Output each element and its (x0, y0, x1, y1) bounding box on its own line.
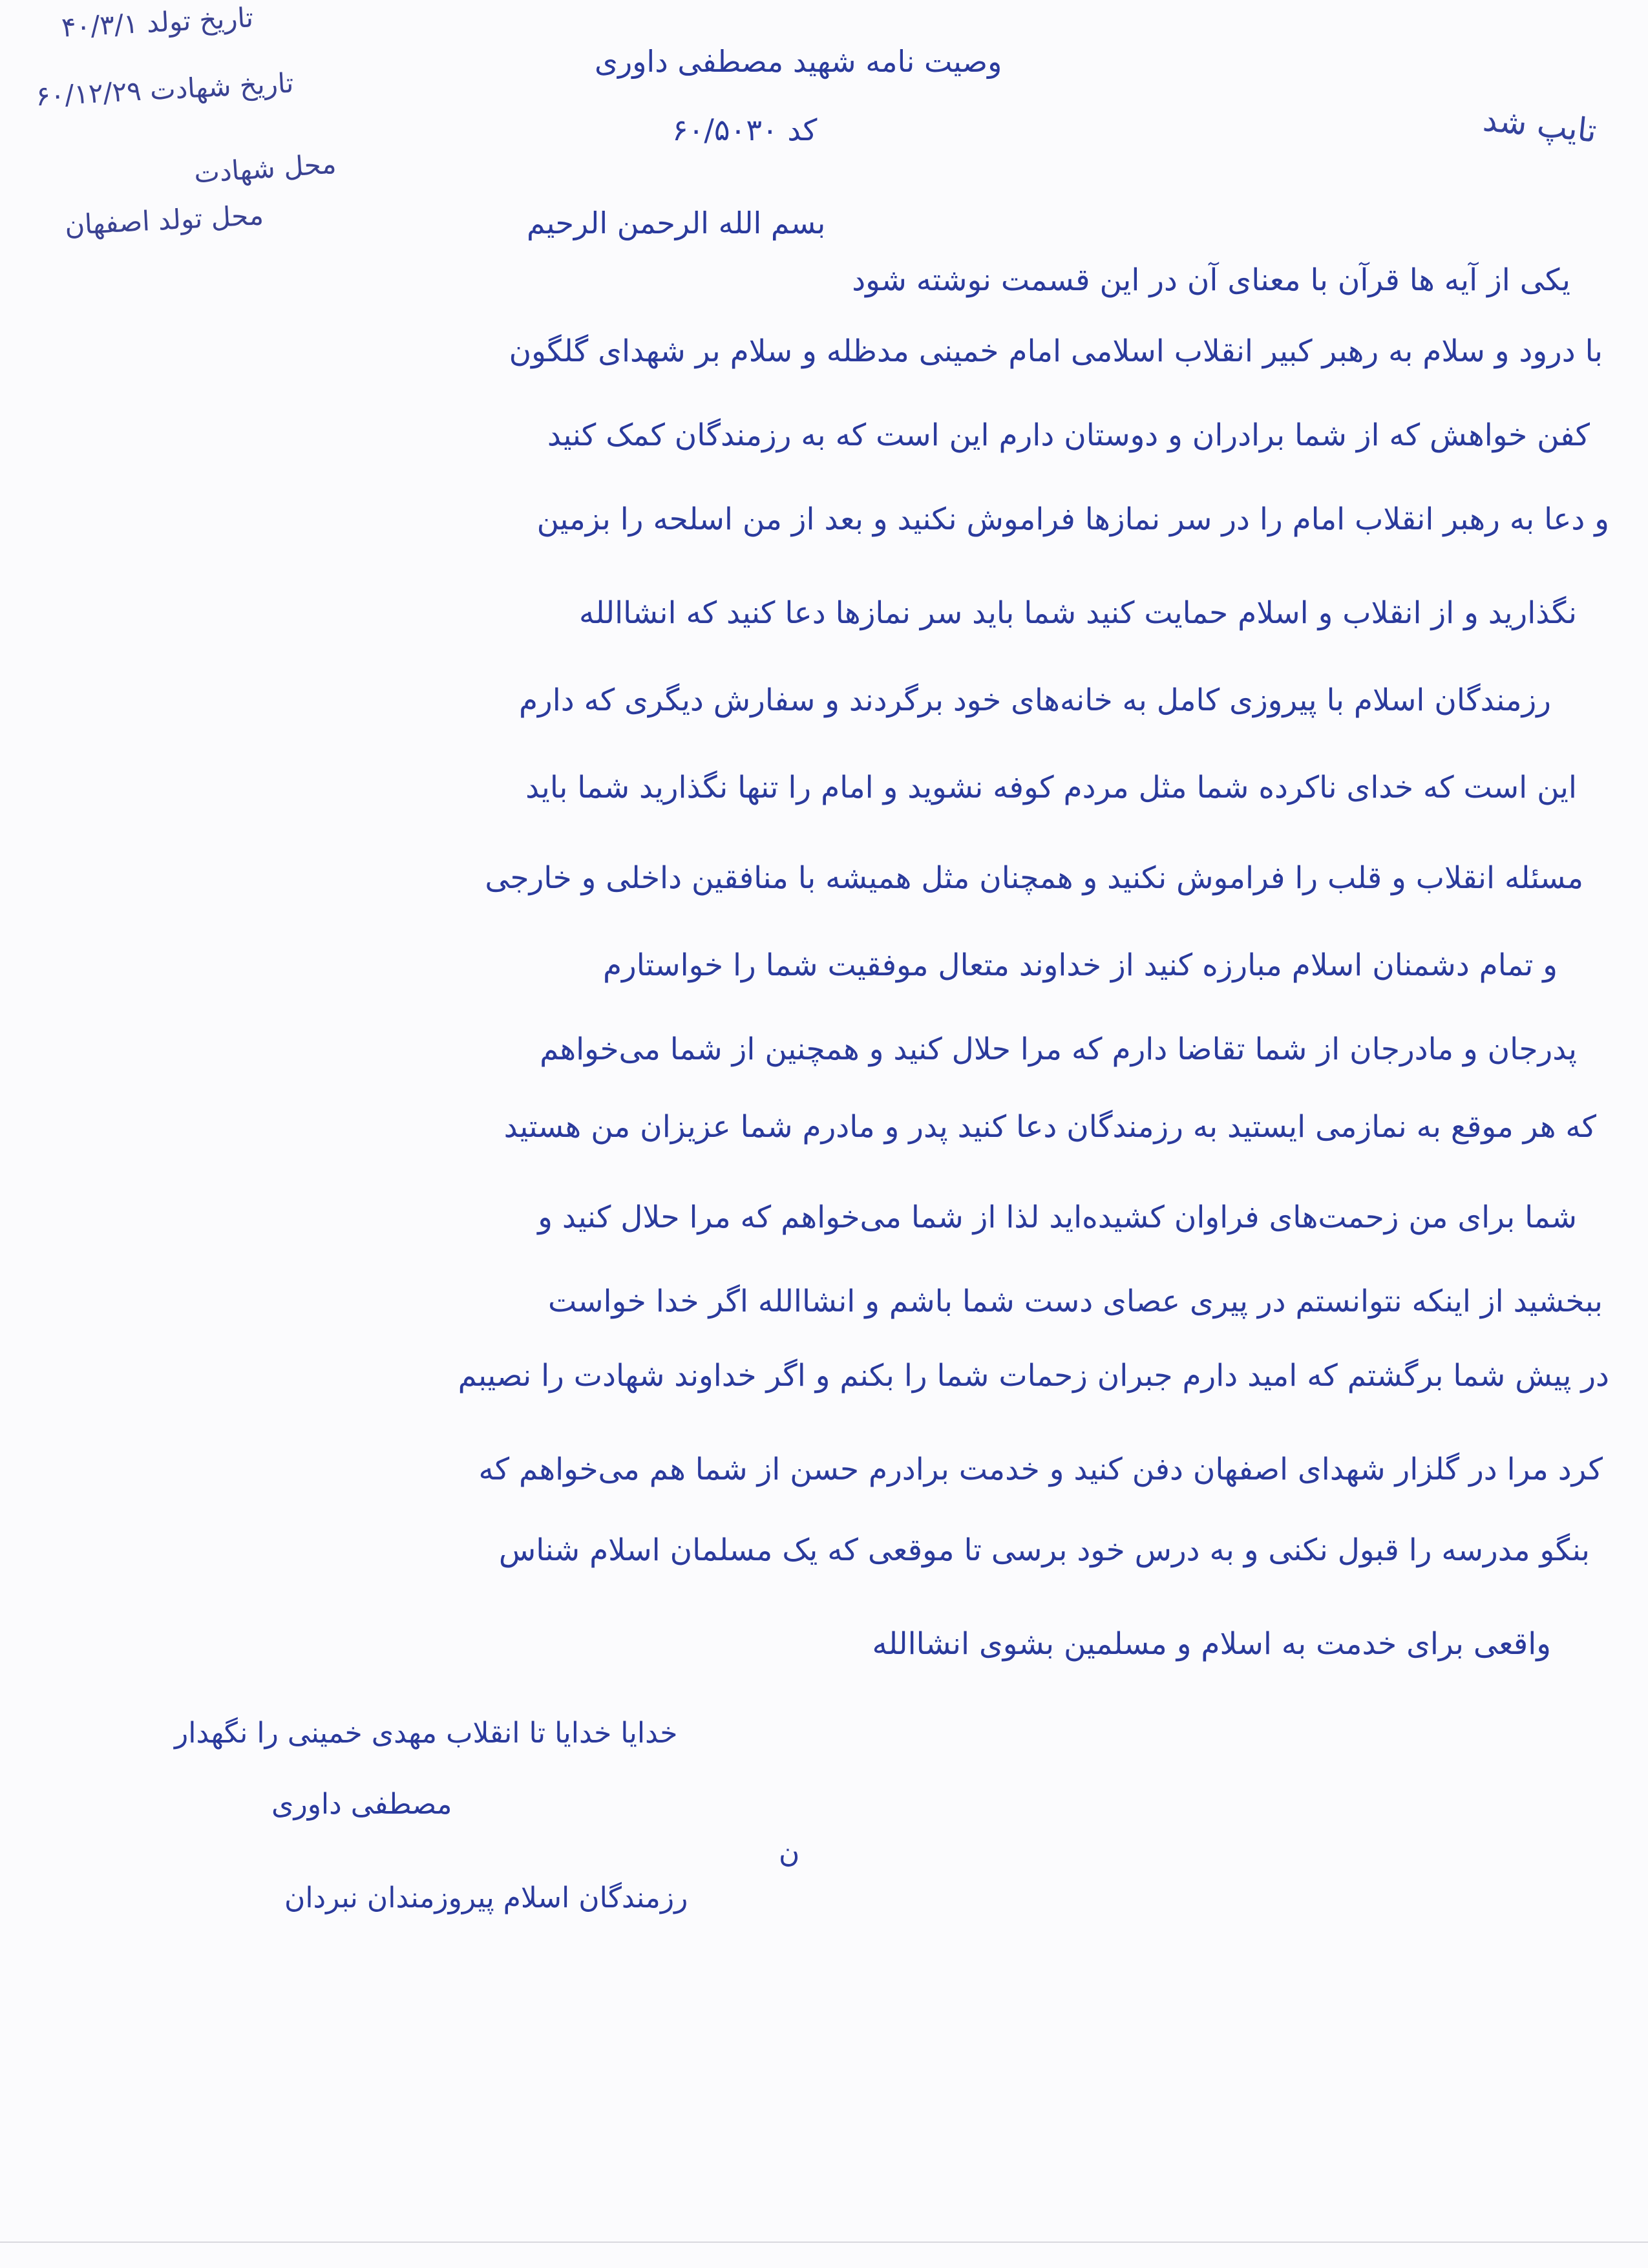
letter-line-12: شما برای من زحمت‌های فراوان کشیده‌اید لذا از شما می‌خواهم که مرا حلال کنید و (538, 1200, 1577, 1235)
letter-line-16: بنگو مدرسه را قبول نکنی و به درس خود برسی تا موقعی که یک مسلمان اسلام شناس (498, 1532, 1590, 1568)
letter-title: وصیت نامه شهید مصطفی داوری (595, 44, 1002, 79)
letter-line-6: رزمندگان اسلام با پیروزی کامل به خانه‌های خود برگردند و سفارش دیگری که دارم (518, 683, 1551, 718)
birth-date: تاریخ تولد ۴۰/۳/۱ (60, 1, 255, 43)
martyrdom-date: تاریخ شهادت ۶۰/۱۲/۲۹ (34, 67, 295, 112)
letter-line-7: این است که خدای ناکرده شما مثل مردم کوفه نشوید و امام را تنها نگذارید شما باید (525, 770, 1577, 805)
signer-name: مصطفی داوری (271, 1788, 452, 1821)
page-bottom-divider (0, 2242, 1648, 2243)
letter-line-15: کرد مرا در گلزار شهدای اصفهان دفن کنید و خدمت برادرم حسن از شما هم می‌خواهم که (478, 1452, 1603, 1487)
letter-line-1: یکی از آیه ها قرآن با معنای آن در این قسمت نوشته شود (852, 262, 1570, 298)
martyrdom-place: محل شهادت (193, 147, 337, 189)
letter-line-3: کفن خواهش که از شما برادران و دوستان دارم این است که به رزمندگان کمک کنید (547, 418, 1590, 453)
letter-line-4: و دعا به رهبر انقلاب امام را در سر نمازها فراموش نکنید و بعد از من اسلحه را بزمین (536, 502, 1609, 537)
letter-line-9: و تمام دشمنان اسلام مبارزه کنید از خداوند متعال موفقیت شما را خواستارم (602, 948, 1558, 983)
letter-line-5: نگذارید و از انقلاب و اسلام حمایت کنید شما باید سر نمازها دعا کنید که انشاالله (579, 595, 1577, 631)
bismillah-heading: بسم الله الرحمن الرحیم (527, 206, 826, 240)
letter-line-2: با درود و سلام به رهبر کبیر انقلاب اسلامی امام خمینی مدظله و سلام بر شهدای گلگون (509, 334, 1603, 369)
letter-line-11: که هر موقع به نمازمی ایستید به رزمندگان دعا کنید پدر و مادرم شما عزیزان من هستید (503, 1109, 1596, 1145)
letter-line-14: در پیش شما برگشتم که امید دارم جبران زحمات شما را بکنم و اگر خداوند شهادت را نصیبم (458, 1358, 1609, 1394)
letter-line-10: پدرجان و مادرجان از شما تقاضا دارم که مرا حلال کنید و همچنین از شما می‌خواهم (540, 1032, 1577, 1067)
letter-line-8: مسئله انقلاب و قلب را فراموش نکنید و همچنان مثل همیشه با منافقین داخلی و خارجی (485, 860, 1583, 896)
closing-prayer: خدایا خدایا تا انقلاب مهدی خمینی را نگهدار (174, 1717, 678, 1750)
letter-line-17: واقعی برای خدمت به اسلام و مسلمین بشوی انشاالله (872, 1626, 1551, 1662)
closing-footer: رزمندگان اسلام پیروزمندان نبردان (284, 1881, 688, 1914)
footer-note: ن (779, 1836, 800, 1869)
letter-line-13: ببخشید از اینکه نتوانستم در پیری عصای دست شما باشم و انشاالله اگر خدا خواست (547, 1284, 1603, 1319)
typed-stamp: تایپ شد (1481, 100, 1599, 150)
birth-place: محل تولد اصفهان (63, 198, 264, 242)
letter-code: کد ۶۰/۵۰۳۰ (672, 112, 818, 147)
